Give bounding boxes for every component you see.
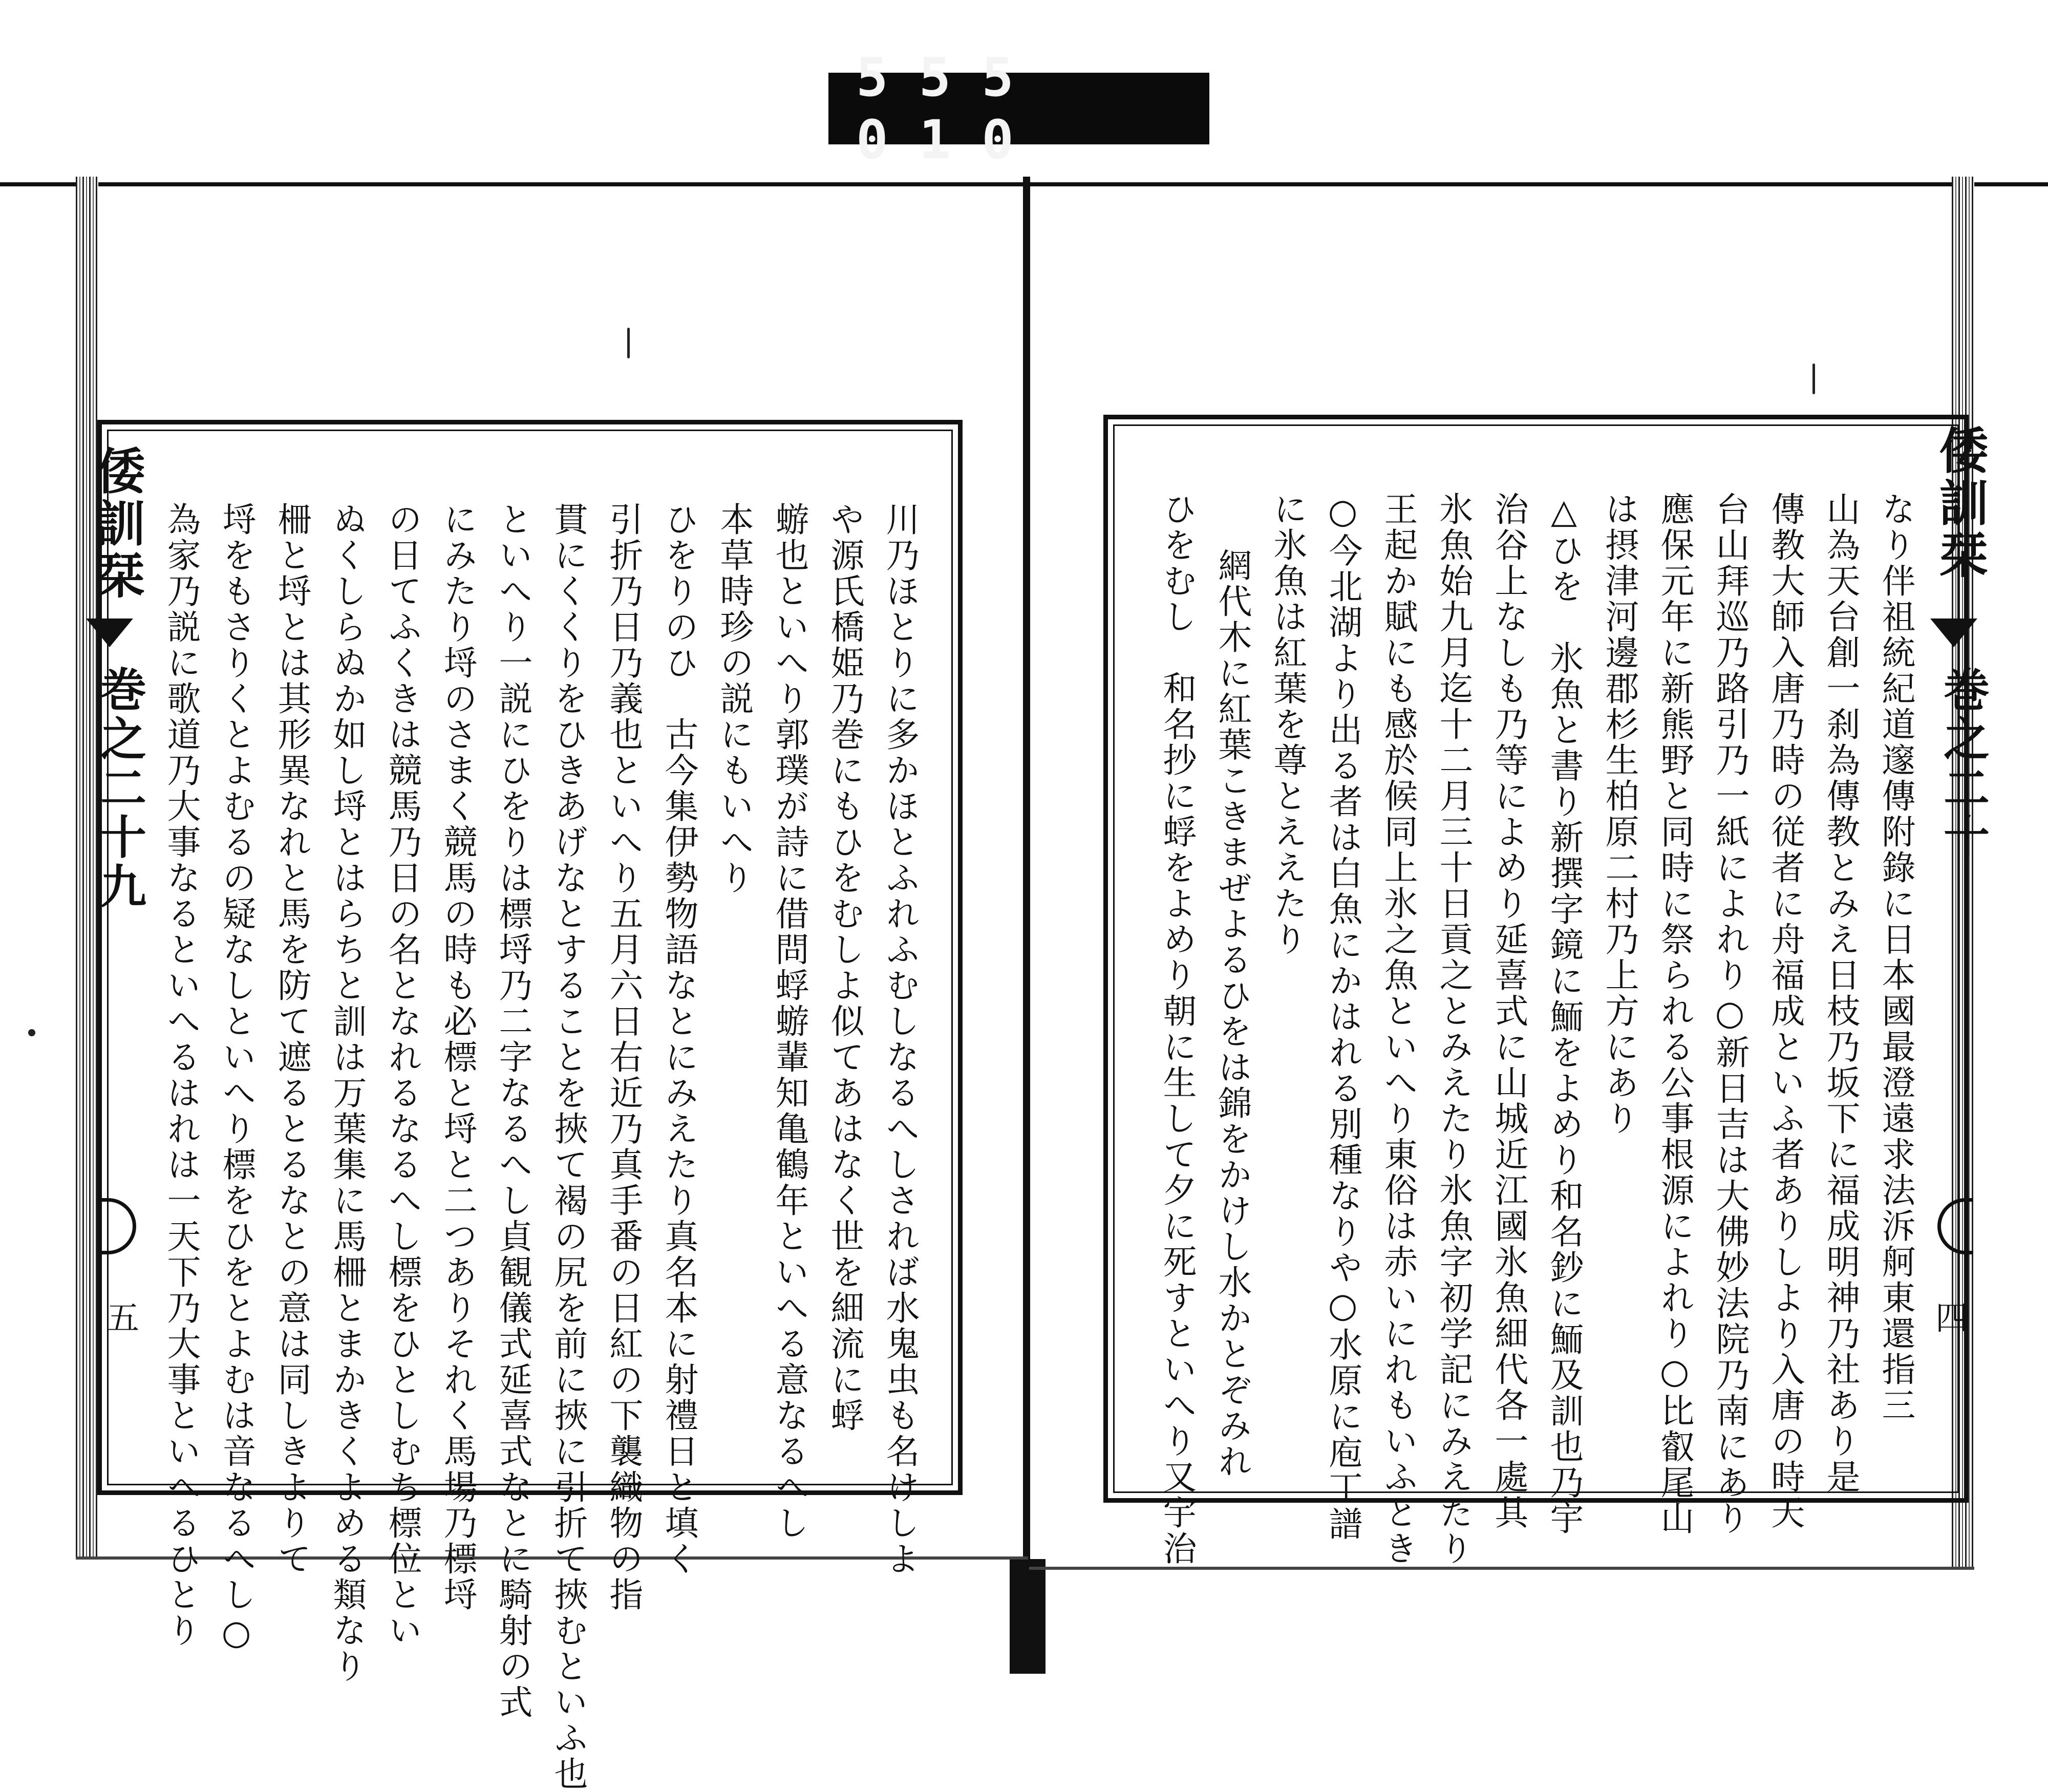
text-column: の日てふくきは競馬乃日の名となれるなるへし標をひとしむち標位とい xyxy=(382,502,422,1649)
text-column: 傳教大師入唐乃時の従者に舟福成といふ者ありしより入唐の時天 xyxy=(1765,492,1805,1531)
right-page-leaf-number: 四 xyxy=(1930,1300,1968,1333)
left-page-body xyxy=(138,502,920,1792)
right-page-volume: 巻之二十 xyxy=(1935,666,1990,862)
text-column: 柵と埒とは其形異なれと馬を防て遮るとるなとの意は同しきよりて xyxy=(272,502,311,1577)
catalog-number-plate xyxy=(828,46,1209,171)
text-column: 網代木に紅葉こきまぜよるひをは錦をかけし水かとぞみれ xyxy=(1212,548,1252,1480)
text-column: 引折乃日乃義也といへり五月六日右近乃真手番の日紅の下襲織物の指 xyxy=(604,502,643,1613)
text-column: 山為天台創一刹為傳教とみえ日枝乃坂下に福成明神乃社あり是 xyxy=(1821,492,1860,1495)
text-column: や源氏橋姫乃巻にもひをむしよ似てあはなく世を細流に蜉 xyxy=(825,502,864,1434)
text-column: 治谷上なしも乃等によめり延喜式に山城近江國氷魚細代各一處其 xyxy=(1489,492,1528,1531)
text-column: 貫にくくりをひきあげなとすることを挾て褐の尻を前に挾に引折て挾むといふ也 xyxy=(548,502,588,1792)
spine-tab xyxy=(1010,1559,1046,1674)
speck xyxy=(1812,364,1815,394)
text-column: 氷魚始九月迄十二月三十日貢之とみえたり氷魚字初学記にみえたり xyxy=(1434,492,1473,1567)
text-column: 應保元年に新熊野と同時に祭られる公事根源によれり○比叡尾山 xyxy=(1655,492,1694,1537)
right-page-body xyxy=(1134,492,1915,1567)
text-column: 為家乃説に歌道乃大事なるといへるはれは一天下乃大事といへるひとり xyxy=(161,502,201,1649)
right-page-title: 倭訓栞 xyxy=(1931,425,1989,582)
fish-tail-mark xyxy=(86,618,133,647)
fish-tail-mark xyxy=(1930,618,1977,647)
text-column: 埒をもさりくとよむるの疑なしといへり標をひをとよむは音なるへし○ xyxy=(217,502,256,1654)
left-page-title: 倭訓栞 xyxy=(88,445,146,602)
text-column: ○今北湖より出る者は白魚にかはれる別種なりや○水原に庖丁譜 xyxy=(1323,492,1362,1542)
left-page-leaf-number: 五 xyxy=(101,1300,139,1333)
text-column: ぬくしらぬか如し埒とはらちと訓は万葉集に馬柵とまかきくよめる類なり xyxy=(327,502,367,1684)
page-bottom-edge-right xyxy=(1029,1567,1974,1570)
book-spine xyxy=(1023,177,1030,1559)
text-column: 王起か賦にも感於候同上氷之魚といへり東俗は赤いにれもいふとき xyxy=(1378,492,1418,1567)
text-column: に氷魚は紅葉を尊とええたり xyxy=(1268,492,1307,957)
text-column: 台山拜巡乃路引乃一紙によれり○新日吉は大佛妙法院乃南にあり xyxy=(1710,492,1750,1537)
speck xyxy=(627,328,630,358)
speck xyxy=(28,1029,35,1036)
text-column: ひをむし 和名抄に蜉をよめり朝に生して夕に死すといへり又宇治 xyxy=(1157,492,1197,1567)
text-column: にみたり埒のさまく競馬の時も必標と埒と二つありそれく馬場乃標埒 xyxy=(438,502,477,1613)
left-page-volume: 巻之二十九 xyxy=(92,666,146,911)
text-column: 蝣也といへり郭璞が詩に借問蜉蝣輩知亀鶴年といへる意なるへし xyxy=(770,502,809,1541)
text-column: なり伴祖統紀道邃傳附錄に日本國最澄遠求法泝舸東還指三 xyxy=(1876,492,1915,1423)
text-column: といへり一説にひをりは標埒乃二字なるへし貞観儀式延喜式なとに騎射の式 xyxy=(493,502,532,1720)
text-column: 川乃ほとりに多かほとふれふむしなるへしされば水鬼虫も名けしよ xyxy=(880,502,920,1577)
text-column: △ひを 氷魚と書り新撰字鏡に鮞をよめり和名鈔に鮞及訓也乃宇 xyxy=(1544,492,1584,1537)
catalog-number: 555 010 xyxy=(856,46,1044,171)
text-column: は摂津河邊郡杉生柏原二村乃上方にあり xyxy=(1599,492,1639,1137)
text-column: 本草時珍の説にもいへり xyxy=(714,502,754,896)
text-column: ひをりのひ 古今集伊勢物語なとにみえたり真名本に射禮日と填く xyxy=(659,502,698,1577)
